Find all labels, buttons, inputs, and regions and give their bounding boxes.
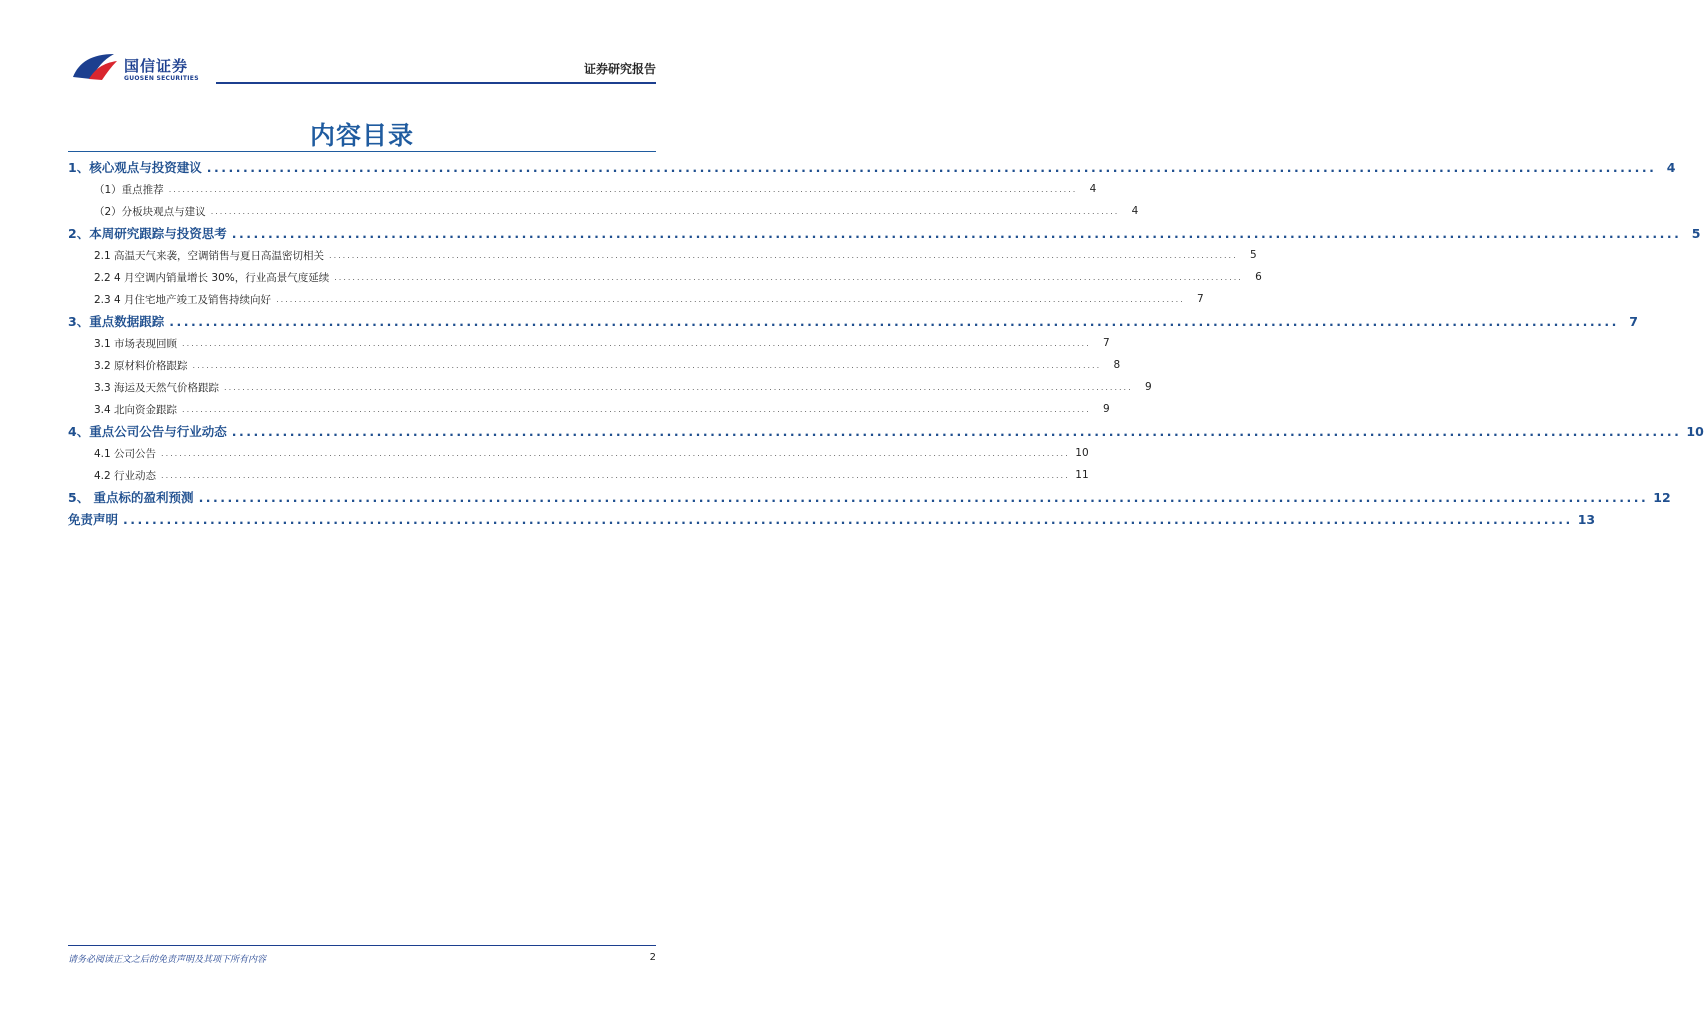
- page-header: [68, 44, 656, 84]
- toc-entry-page: 7: [1196, 293, 1204, 305]
- toc-entry-section[interactable]: [68, 156, 1676, 178]
- toc-entry-subsection[interactable]: [68, 464, 1089, 486]
- toc-entry-subsection[interactable]: [68, 332, 1110, 354]
- toc-leader-dots: ........................................................................................................................................................................................................: [192, 360, 1102, 370]
- toc-entry-label: 3.2 原材料价格跟踪: [94, 359, 188, 372]
- toc-leader-dots: ........................................................................................................................................................................................................: [161, 448, 1070, 458]
- toc-entry-section[interactable]: [68, 486, 1671, 508]
- toc-entry-section[interactable]: [68, 222, 1701, 244]
- toc-leader-dots: ........................................................................................................................................................................................................: [231, 423, 1682, 439]
- toc-entry-label: 2、本周研究跟踪与投资思考: [68, 226, 227, 241]
- toc-leader-dots: ........................................................................................................................................................................................................: [182, 404, 1091, 414]
- toc-leader-dots: ........................................................................................................................................................................................................: [224, 382, 1133, 392]
- toc-entry-label: 2.1 高温天气来袭，空调销售与夏日高温密切相关: [94, 249, 325, 262]
- toc-entry-label: 4、重点公司公告与行业动态: [68, 424, 227, 439]
- toc-leader-dots: ........................................................................................................................................................................................................: [182, 338, 1091, 348]
- logo-english-name: GUOSEN SECURITIES: [124, 75, 199, 82]
- header-divider: [216, 82, 656, 84]
- toc-entry-page: 4: [1089, 183, 1097, 195]
- toc-leader-dots: ........................................................................................................................................................................................................: [276, 294, 1185, 304]
- toc-entry-page: 11: [1075, 469, 1089, 481]
- toc-entry-page: 5: [1691, 225, 1701, 241]
- toc-entry-section[interactable]: [68, 420, 1704, 442]
- toc-entry-subsection[interactable]: [68, 398, 1110, 420]
- toc-entry-subsection[interactable]: [68, 244, 1257, 266]
- toc-leader-dots: ........................................................................................................................................................................................................: [231, 225, 1682, 241]
- toc-entry-label: 3.3 海运及天然气价格跟踪: [94, 381, 220, 394]
- toc-entry-label: （1）重点推荐: [94, 183, 164, 196]
- toc-entry-page: 4: [1131, 205, 1139, 217]
- toc-entry-page: 7: [1102, 337, 1110, 349]
- title-divider: [68, 151, 656, 152]
- toc-entry-subsection[interactable]: [68, 442, 1089, 464]
- toc-entry-label: 2.2 4 月空调内销量增长 30%，行业高景气度延续: [94, 271, 330, 284]
- toc-entry-label: 3.4 北向资金跟踪: [94, 403, 178, 416]
- toc-entry-label: 4.1 公司公告: [94, 447, 157, 460]
- toc-leader-dots: ........................................................................................................................................................................................................: [334, 272, 1243, 282]
- toc-entry-page: 9: [1144, 381, 1152, 393]
- logo-chinese-name: 国信证券: [124, 57, 189, 75]
- toc-leader-dots: ........................................................................................................................................................................................................: [161, 470, 1070, 480]
- toc-entry-label: 3、重点数据跟踪: [68, 314, 165, 329]
- toc-entry-subsection[interactable]: [68, 288, 1204, 310]
- toc-entry-subsection[interactable]: [68, 376, 1152, 398]
- footer-divider: [68, 945, 656, 946]
- toc-entry-label: 3.1 市场表现回顾: [94, 337, 178, 350]
- company-logo: [68, 50, 218, 86]
- report-type-label: 证券研究报告: [583, 62, 656, 76]
- toc-leader-dots: ........................................................................................................................................................................................................: [168, 184, 1078, 194]
- page-title: 内容目录: [309, 121, 414, 150]
- toc-entry-label: 4.2 行业动态: [94, 469, 157, 482]
- toc-leader-dots: ........................................................................................................................................................................................................: [329, 250, 1238, 260]
- toc-entry-page: 7: [1629, 313, 1638, 329]
- toc-entry-page: 9: [1102, 403, 1110, 415]
- toc-entry-label: 2.3 4 月住宅地产竣工及销售持续向好: [94, 293, 272, 306]
- toc-entry-subsection[interactable]: [68, 266, 1262, 288]
- toc-leader-dots: ........................................................................................................................................................................................................: [210, 206, 1120, 216]
- logo-mark-icon: [70, 50, 120, 82]
- toc-entry-page: 6: [1255, 271, 1262, 283]
- toc-entry-page: 5: [1249, 249, 1257, 261]
- toc-entry-section[interactable]: [68, 310, 1638, 332]
- toc-entry-subsection[interactable]: [68, 200, 1139, 222]
- toc-entry-page: 12: [1653, 489, 1671, 505]
- toc-entry-page: 10: [1075, 447, 1089, 459]
- toc-entry-subsection[interactable]: [68, 178, 1097, 200]
- toc-entry-label: 5、 重点标的盈利预测: [68, 490, 194, 505]
- page-number: 2: [649, 952, 656, 963]
- toc-entry-section[interactable]: [68, 508, 1596, 530]
- toc-entry-page: 8: [1113, 359, 1121, 371]
- toc-leader-dots: ........................................................................................................................................................................................................: [198, 489, 1649, 505]
- toc-entry-page: 10: [1686, 423, 1704, 439]
- toc-entry-label: 1、核心观点与投资建议: [68, 160, 202, 175]
- table-of-contents: [68, 156, 1704, 530]
- toc-entry-page: 4: [1666, 159, 1676, 175]
- toc-entry-page: 13: [1577, 511, 1596, 527]
- toc-leader-dots: ........................................................................................................................................................................................................: [123, 511, 1573, 527]
- toc-entry-subsection[interactable]: [68, 354, 1121, 376]
- toc-entry-label: 免责声明: [68, 512, 119, 527]
- footer-disclaimer-note: 请务必阅读正文之后的免责声明及其项下所有内容: [68, 955, 267, 965]
- toc-entry-label: （2）分板块观点与建议: [94, 205, 206, 218]
- toc-leader-dots: ........................................................................................................................................................................................................: [206, 159, 1657, 175]
- toc-leader-dots: ........................................................................................................................................................................................................: [169, 313, 1619, 329]
